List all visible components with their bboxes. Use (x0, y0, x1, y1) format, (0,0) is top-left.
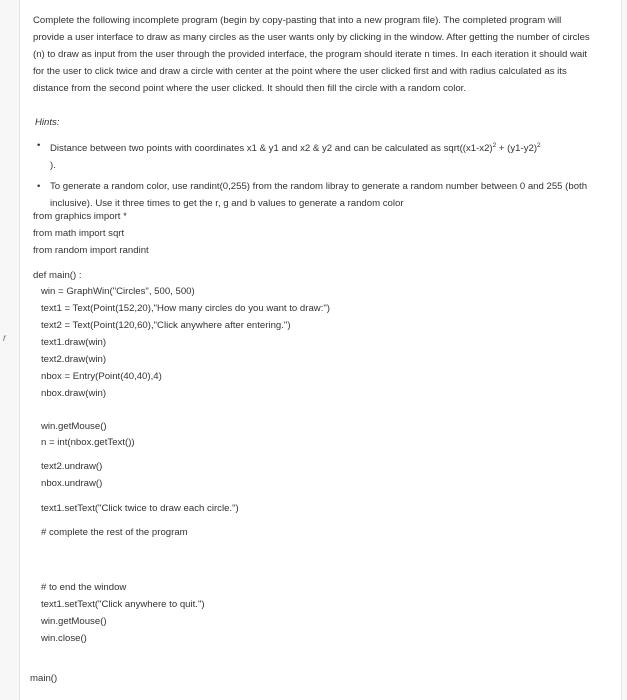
hint-list (35, 137, 595, 216)
code-nbox: nbox = Entry(Point(40,40),4) (41, 371, 162, 382)
hint-distance: • Distance between two points with coordinates x1 & y1 and x2 & y2 and can be calculated as $sqrt((x1-x2)^2 + (y1-y2)^2$ ). (35, 137, 595, 174)
code-text2: text2 = Text(Point(120,60),"Click anywhere after entering.") (41, 320, 291, 331)
code-import-randint: from random import randint (33, 245, 149, 256)
hints-label: Hints: (35, 117, 60, 128)
code-nbox-draw: nbox.draw(win) (41, 388, 107, 399)
hint-random-color: • To generate a random color, use randint(0,255) from the random libray to generate a random number between 0 and 255 (both inclusive). Use it three times to get the r, g and b values to generate a random color (35, 178, 595, 212)
code-settext-quit: text1.setText("Click anywhere to quit.") (41, 599, 205, 610)
code-getmouse-final: win.getMouse() (41, 616, 107, 627)
code-text2-undraw: text2.undraw() (41, 461, 103, 472)
code-nbox-undraw: nbox.undraw() (41, 478, 103, 489)
code-win-close: win.close() (41, 633, 87, 644)
document-page (19, 0, 622, 700)
code-text2-draw: text2.draw(win) (41, 354, 107, 365)
code-import-sqrt: from math import sqrt (33, 228, 125, 239)
margin-character: r (3, 333, 7, 344)
code-text1: text1 = Text(Point(152,20),"How many circles do you want to draw:") (41, 303, 330, 314)
code-win: win = GraphWin("Circles", 500, 500) (41, 286, 195, 297)
code-settext-click: text1.setText("Click twice to draw each circle.") (41, 503, 239, 514)
code-getmouse: win.getMouse() (41, 421, 107, 432)
code-comment-end: # to end the window (41, 582, 127, 593)
bullet-icon: • (37, 140, 41, 151)
question-intro: Complete the following incomplete program (begin by copy-pasting that into a new program file). The completed program will provide a user interface to draw as many circles as the user wants only by clicking in the window. After getting the number of circles (n) to draw as input from the user through the provided interface, the program should iterate n times. In each iteration it should wait for the user to click twice and draw a circle with center at the point where the user clicked first and with radius calculated as its distance from the second point where the user clicked. It should then fill the circle with a random color. (33, 15, 590, 94)
code-text1-draw: text1.draw(win) (41, 337, 107, 348)
code-import-graphics: from graphics import * (33, 211, 127, 222)
code-main-call: main() (30, 673, 58, 684)
code-n-int: n = int(nbox.getText()) (41, 437, 135, 448)
code-comment-complete: # complete the rest of the program (41, 527, 188, 538)
bullet-icon: • (37, 181, 41, 192)
code-def-main: def main() : (33, 270, 82, 281)
